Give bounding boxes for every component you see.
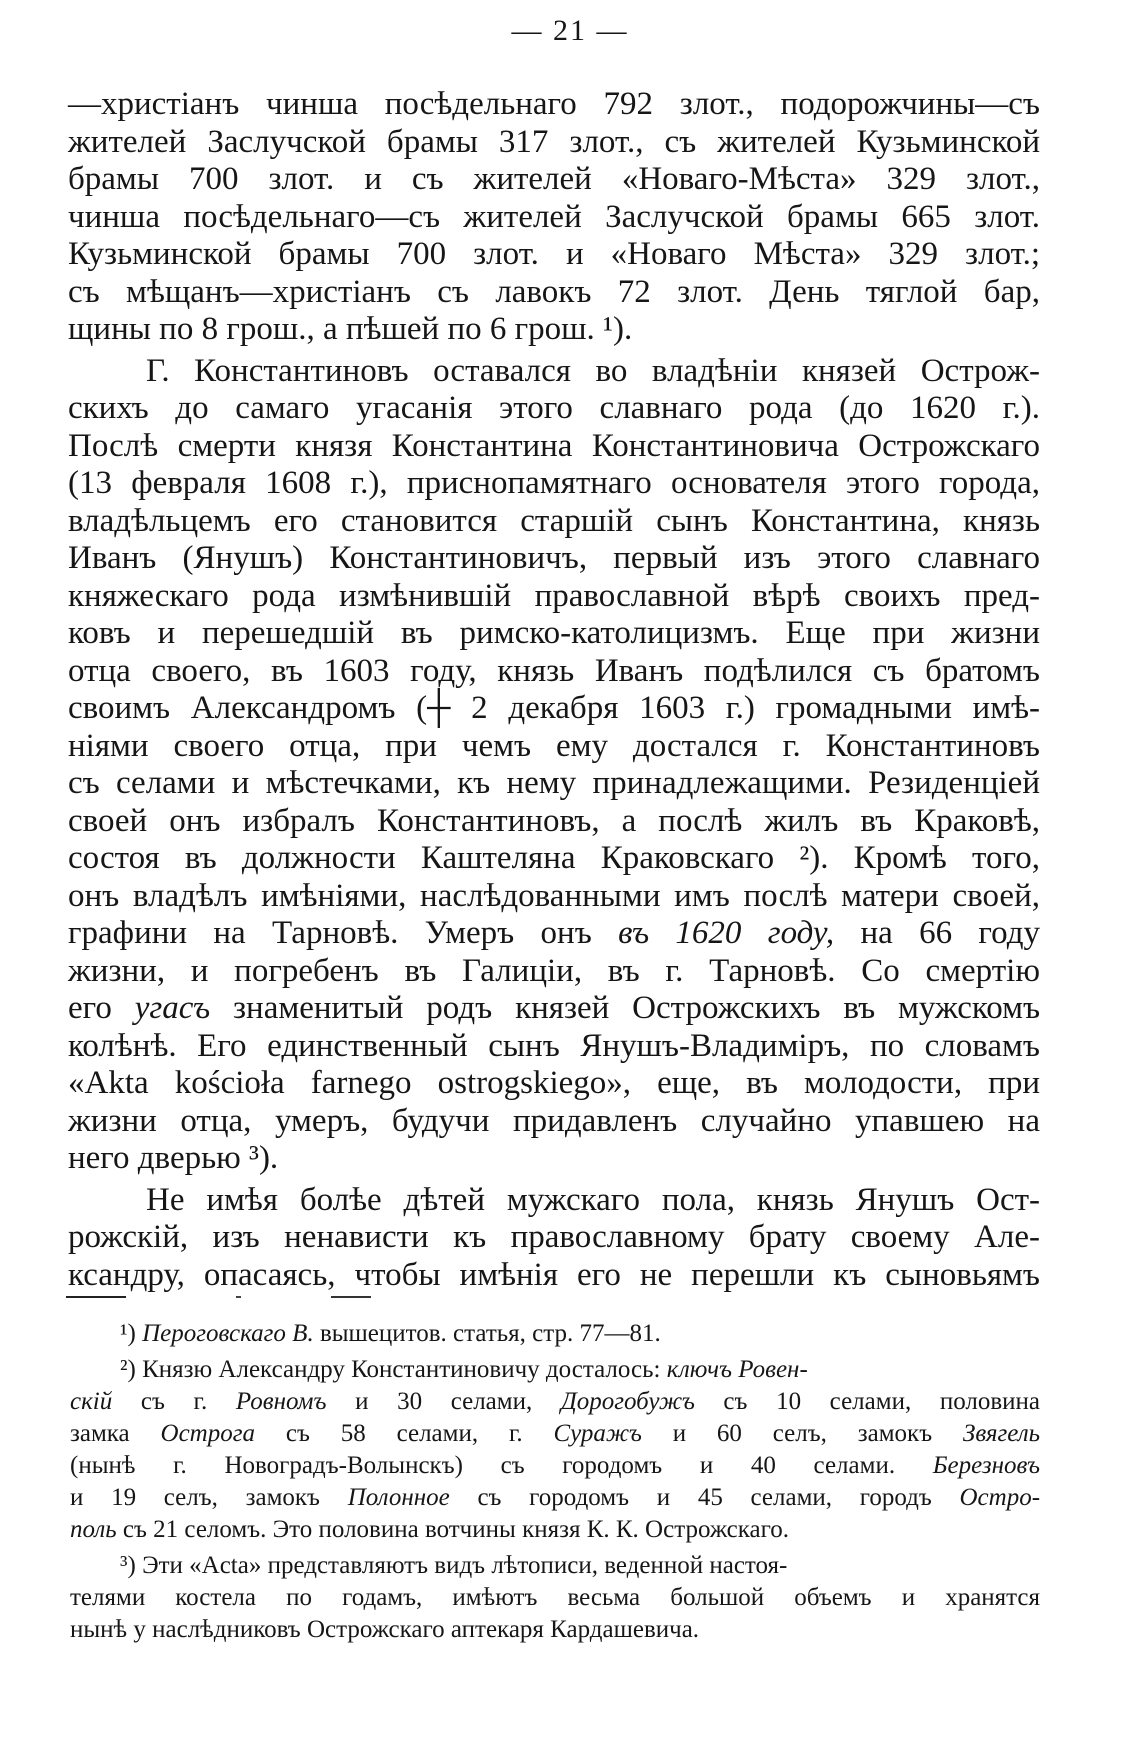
italic-date: въ 1620 году, [618, 915, 835, 951]
text-line: жизни отца, умеръ, будучи придавленъ случайно упавшею на [68, 1102, 1040, 1139]
footnote-text: съ 10 селами, половина [723, 1388, 1041, 1415]
text-line: колѣнѣ. Его единственный сынъ Янушъ-Владиміръ, по словамъ [68, 1027, 1040, 1064]
text-line: онъ владѣлъ имѣніями, наслѣдованными имъ послѣ матери своей, [68, 877, 1040, 914]
text-line: Г. Константиновъ оставался во владѣніи князей Острож- [146, 352, 1040, 389]
text-line: щины по 8 грош., а пѣшей по 6 грош. ¹). [68, 311, 633, 347]
footnote-place: Дорогобужъ [560, 1388, 695, 1415]
footnote-text: Князю Александру Константиновичу досталось: [142, 1356, 661, 1383]
text-line: Не имѣя болѣе дѣтей мужскаго пола, князь Янушъ Ост- [146, 1181, 1040, 1218]
paragraph-3 [68, 1182, 1040, 1295]
footnote-text: съ городомъ и 45 селами, городъ [477, 1484, 932, 1511]
footnote-text: вышецитов. статья, стр. 77—81. [319, 1320, 661, 1347]
text-line: владѣльцемъ его становится старшій сынъ Константина, князь [68, 502, 1040, 539]
text-line: Кузьминской брамы 700 злот. и «Новаго Мѣста» 329 злот.; [68, 236, 1040, 272]
text-line: него дверью ³). [68, 1140, 279, 1176]
footnote-place: Полонное [347, 1484, 450, 1511]
footnote-text: замка [70, 1420, 130, 1447]
footnote-line [70, 1450, 1040, 1482]
footnote-line [70, 1482, 1040, 1514]
text-line: —христіанъ чинша посѣдельнаго 792 злот., подорожчины—съ [68, 86, 1040, 122]
footnote-text: Эти «Acta» представляютъ видъ лѣтописи, веденной настоя- [142, 1552, 788, 1579]
footnote-mark: ²) [120, 1356, 136, 1383]
text-line: состоя въ должности Каштеляна Краковскаго ²). Кромѣ того, [68, 840, 1040, 876]
paragraph-2 [68, 353, 1040, 1178]
footnote-place: Ровномъ [235, 1388, 327, 1415]
footnote-place: ключъ Ровен- [666, 1356, 808, 1383]
text-line: (13 февраля 1608 г.), приснопамятнаго основателя этого города, [68, 465, 1040, 501]
text-line: ніями своего отца, при чемъ ему достался г. Константиновъ [68, 727, 1040, 764]
footnote-place: поль [70, 1516, 117, 1543]
text-segment: знаменитый родъ князей Острожскихъ въ мужскомъ [233, 990, 1041, 1026]
footnote-mark: ³) [120, 1552, 136, 1579]
footnote-place: Острога [160, 1420, 255, 1447]
footnote-line [70, 1514, 1040, 1546]
text-line: Послѣ смерти князя Константина Константиновича Острожскаго [68, 427, 1040, 464]
footnotes [70, 1318, 1041, 1646]
footnote-3 [70, 1550, 1040, 1646]
footnote-place: Остро- [959, 1484, 1041, 1511]
footnote-text: и 60 селъ, замокъ [672, 1420, 933, 1447]
text-line: брамы 700 злот. и съ жителей «Новаго-Мѣста» 329 злот., [68, 161, 1040, 197]
italic-word: угасъ [134, 990, 211, 1026]
text-line [68, 990, 1040, 1028]
text-line [68, 915, 1040, 953]
footnote-line [70, 1418, 1040, 1450]
footnote-text: съ г. [140, 1388, 208, 1415]
text-segment: его [68, 990, 112, 1026]
footnote-1 [120, 1318, 1040, 1350]
text-line: съ селами и мѣстечками, къ нему принадлежащими. Резиденціей [68, 765, 1040, 801]
footnote-mark: ¹) [120, 1320, 136, 1347]
text-segment: на 66 году [860, 915, 1040, 951]
text-line: съ мѣщанъ—христіанъ съ лавокъ 72 злот. День тяглой бар, [68, 273, 1040, 310]
text-line: рожскій, изъ ненависти къ православному брату своему Але- [68, 1219, 1040, 1255]
text-line: ксандру, опасаясь, чтобы имѣнія его не перешли къ сыновьямъ [68, 1256, 1040, 1293]
footnote-author: Пероговскаго В. [142, 1320, 314, 1347]
paragraph-1 [68, 86, 1040, 349]
footnote-separator [66, 1296, 1056, 1298]
text-line: отца своего, въ 1603 году, князь Иванъ подѣлился съ братомъ [68, 652, 1040, 689]
footnote-text: съ 58 селами, г. [285, 1420, 523, 1447]
text-line: своимъ Александромъ (┼ 2 декабря 1603 г.) громадными имѣ- [68, 690, 1040, 726]
footnote-place: Березновъ [932, 1452, 1041, 1479]
text-line: жителей Заслучской брамы 317 злот., съ жителей Кузьминской [68, 123, 1040, 160]
footnote-text: и 19 селъ, замокъ [70, 1484, 320, 1511]
footnote-text: съ 21 селомъ. Это половина вотчины князя К. К. Острожскаго. [122, 1516, 789, 1543]
main-text [68, 86, 1040, 1294]
text-line: своей онъ избралъ Константиновъ, а послѣ жилъ въ Краковѣ, [68, 802, 1040, 839]
footnote-place: Суражъ [553, 1420, 642, 1447]
text-line: жизни, и погребенъ въ Галиціи, въ г. Тарновѣ. Со смертію [68, 952, 1040, 989]
footnote-2 [70, 1354, 1041, 1546]
text-line: ковъ и перешедшій въ римско-католицизмъ. Еще при жизни [68, 615, 1040, 651]
footnote-text: (нынѣ г. Новоградъ-Волынскъ) съ городомъ и 40 селами. [70, 1452, 896, 1479]
text-line: чинша посѣдельнаго—съ жителей Заслучской брамы 665 злот. [68, 198, 1040, 235]
text-line: княжескаго рода измѣнившій православной вѣрѣ своихъ пред- [68, 577, 1040, 614]
footnote-place: скій [70, 1388, 113, 1415]
text-line: «Akta kościoła farnego ostrogskiego», еще, въ молодости, при [68, 1065, 1040, 1101]
footnote-line: телями костела по годамъ, имѣютъ весьма большой объемъ и хранятся [70, 1584, 1040, 1611]
footnote-text: и 30 селами, [355, 1388, 533, 1415]
footnote-line: нынѣ у наслѣдниковъ Острожскаго аптекаря Кардашевича. [70, 1616, 700, 1643]
text-line: Иванъ (Янушъ) Константиновичъ, первый изъ этого славнаго [68, 540, 1040, 576]
footnote-place: Звягель [963, 1420, 1041, 1447]
text-segment: графини на Тарновѣ. Умеръ онъ [68, 915, 592, 951]
text-line: скихъ до самаго угасанія этого славнаго рода (до 1620 г.). [68, 390, 1040, 426]
page-number: — 21 — [511, 14, 629, 47]
footnote-line [70, 1386, 1040, 1418]
